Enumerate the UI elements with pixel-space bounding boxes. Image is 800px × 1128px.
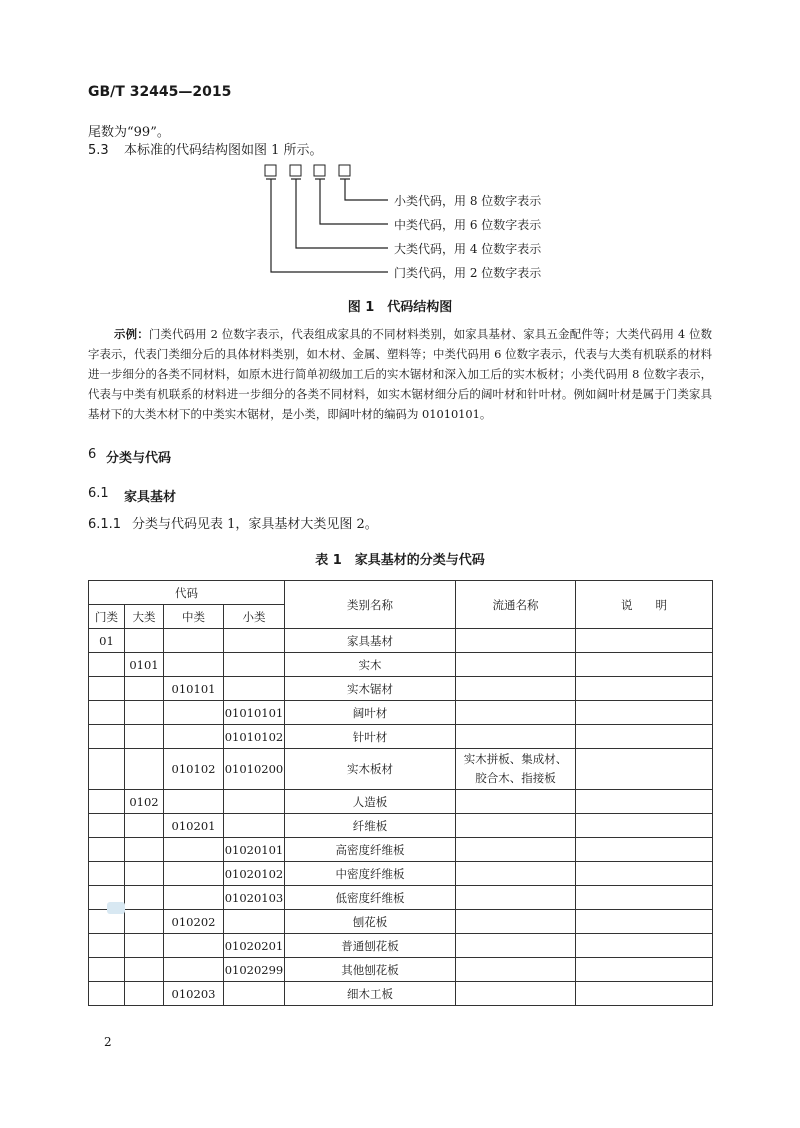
cell-men (89, 838, 125, 862)
label-da-code: 大类代码，用 4 位数字表示 (394, 242, 542, 256)
cell-da (125, 814, 164, 838)
header-circulation-name: 流通名称 (456, 581, 576, 629)
code-box-1 (265, 165, 276, 176)
cell-note (576, 725, 713, 749)
label-men-code: 门类代码，用 2 位数字表示 (394, 266, 542, 280)
cell-circ (456, 886, 576, 910)
cell-men (89, 814, 125, 838)
cell-zhong: 010202 (164, 910, 224, 934)
cell-xiao: 01020102 (224, 862, 285, 886)
example-text: 门类代码用 2 位数字表示，代表组成家具的不同材料类别，如家具基材、家具五金配件等；大类代码用 4 位数字表示，代表门类细分后的具体材料类别，如木材、金属、塑料等；中类代码用 6 位数字表示，代表与大类有机联系的材料进一步细分的各类不同材料，如原木进行简单初级加工后的实木锯材和深入加工后的实木板材；小类代码用 8 位数字表示，代表与中类有机联系的材料进一步细分的各类不同材料，如实木锯材细分后的阔叶材和针叶材。例如阔叶材是属于门类家具基材下的大类木材下的中类实木锯材，是小类，即阔叶材的编码为 01010101。 (88, 327, 712, 421)
cell-name: 普通刨花板 (285, 934, 456, 958)
cell-circ (456, 701, 576, 725)
table-row (89, 934, 713, 958)
table-row (89, 958, 713, 982)
cell-men (89, 958, 125, 982)
page-number: 2 (104, 1035, 112, 1049)
cell-da (125, 910, 164, 934)
section-6-1-number: 6.1 (88, 486, 109, 501)
cell-da (125, 982, 164, 1006)
cell-zhong (164, 701, 224, 725)
section-6-1-1-text: 分类与代码见表 1，家具基材大类见图 2。 (132, 517, 378, 532)
cell-note (576, 653, 713, 677)
table-row (89, 886, 713, 910)
cell-name: 实木板材 (285, 749, 456, 790)
cell-da (125, 701, 164, 725)
cell-note (576, 958, 713, 982)
cell-xiao (224, 790, 285, 814)
cell-da (125, 677, 164, 701)
cell-name: 其他刨花板 (285, 958, 456, 982)
code-box-4 (339, 165, 350, 176)
table-row (89, 862, 713, 886)
table-row (89, 653, 713, 677)
cell-name: 细木工板 (285, 982, 456, 1006)
table-row (89, 814, 713, 838)
cell-zhong (164, 790, 224, 814)
cell-zhong (164, 629, 224, 653)
cell-note (576, 749, 713, 790)
cell-da (125, 862, 164, 886)
connector-da (296, 179, 388, 248)
cell-xiao: 01020201 (224, 934, 285, 958)
code-box-2 (290, 165, 301, 176)
cell-da: 0101 (125, 653, 164, 677)
figure-caption: 图 1 代码结构图 (347, 300, 453, 315)
header-category-name: 类别名称 (285, 581, 456, 629)
cell-circ (456, 725, 576, 749)
cell-men (89, 701, 125, 725)
cell-note (576, 629, 713, 653)
cell-men (89, 862, 125, 886)
cell-xiao (224, 982, 285, 1006)
cell-note (576, 934, 713, 958)
circ-line-1: 实木拼板、集成材、 (463, 752, 568, 766)
cell-xiao (224, 653, 285, 677)
cell-circ (456, 629, 576, 653)
circ-line-2: 胶合木、指接板 (475, 771, 556, 785)
cell-da (125, 725, 164, 749)
cell-zhong (164, 958, 224, 982)
table-row (89, 629, 713, 653)
cell-men (89, 653, 125, 677)
section-6-title: 分类与代码 (106, 451, 172, 466)
cell-zhong (164, 862, 224, 886)
cell-da (125, 629, 164, 653)
cell-zhong (164, 838, 224, 862)
table-row (89, 982, 713, 1006)
scan-mark (107, 902, 125, 914)
header-note: 说 明 (576, 581, 713, 629)
cell-zhong: 010101 (164, 677, 224, 701)
section-6-1-1-number: 6.1.1 (88, 517, 122, 532)
cell-circ (456, 982, 576, 1006)
cell-zhong: 010201 (164, 814, 224, 838)
cell-circ (456, 653, 576, 677)
example-paragraph (88, 324, 712, 424)
code-box-3 (314, 165, 325, 176)
cell-zhong: 010102 (164, 749, 224, 790)
cell-note (576, 886, 713, 910)
header-men: 门类 (89, 605, 125, 629)
cell-xiao (224, 814, 285, 838)
section-6-1-title: 家具基材 (124, 490, 177, 505)
cell-circ (456, 814, 576, 838)
document-header-id: GB/T 32445—2015 (88, 84, 232, 100)
table-row (89, 725, 713, 749)
cell-note (576, 862, 713, 886)
cell-men (89, 677, 125, 701)
cell-xiao (224, 677, 285, 701)
cell-zhong (164, 934, 224, 958)
label-zhong-code: 中类代码，用 6 位数字表示 (394, 218, 542, 232)
cell-xiao: 01020101 (224, 838, 285, 862)
cell-circ (456, 934, 576, 958)
cell-note (576, 910, 713, 934)
cell-note (576, 814, 713, 838)
cell-name: 低密度纤维板 (285, 886, 456, 910)
cell-name: 阔叶材 (285, 701, 456, 725)
cell-note (576, 701, 713, 725)
cell-men (89, 934, 125, 958)
cell-name: 高密度纤维板 (285, 838, 456, 862)
table-row (89, 701, 713, 725)
cell-xiao (224, 910, 285, 934)
cell-xiao (224, 629, 285, 653)
cell-da (125, 958, 164, 982)
table-row (89, 910, 713, 934)
cell-zhong (164, 886, 224, 910)
cell-men (89, 982, 125, 1006)
cell-men: 01 (89, 629, 125, 653)
cell-circ (456, 677, 576, 701)
cell-zhong: 010203 (164, 982, 224, 1006)
table-row (89, 790, 713, 814)
continuation-line: 尾数为“99”。 (88, 125, 170, 140)
connector-zhong (320, 179, 388, 224)
cell-note (576, 838, 713, 862)
header-da: 大类 (125, 605, 164, 629)
cell-da (125, 838, 164, 862)
connector-xiao (345, 179, 388, 200)
cell-da (125, 749, 164, 790)
cell-men (89, 725, 125, 749)
classification-table (88, 580, 713, 1006)
code-structure-diagram (262, 160, 390, 282)
cell-name: 实木 (285, 653, 456, 677)
cell-circ (456, 749, 576, 790)
header-code: 代码 (89, 581, 285, 605)
cell-xiao: 01020299 (224, 958, 285, 982)
cell-da: 0102 (125, 790, 164, 814)
cell-name: 纤维板 (285, 814, 456, 838)
connector-men (271, 179, 388, 272)
cell-da (125, 886, 164, 910)
section-6-number: 6 (88, 447, 97, 462)
section-5-3-text: 本标准的代码结构图如图 1 所示。 (124, 143, 323, 158)
example-label: 示例： (114, 327, 149, 341)
cell-circ (456, 838, 576, 862)
cell-name: 家具基材 (285, 629, 456, 653)
header-xiao: 小类 (224, 605, 285, 629)
table-row (89, 749, 713, 790)
cell-men (89, 749, 125, 790)
cell-xiao: 01010101 (224, 701, 285, 725)
label-xiao-code: 小类代码，用 8 位数字表示 (394, 194, 542, 208)
cell-men (89, 790, 125, 814)
table-row (89, 677, 713, 701)
header-zhong: 中类 (164, 605, 224, 629)
cell-xiao: 01010102 (224, 725, 285, 749)
cell-zhong (164, 725, 224, 749)
cell-name: 刨花板 (285, 910, 456, 934)
cell-circ (456, 862, 576, 886)
cell-da (125, 934, 164, 958)
cell-xiao: 01020103 (224, 886, 285, 910)
cell-name: 实木锯材 (285, 677, 456, 701)
section-5-3-number: 5.3 (88, 143, 109, 158)
cell-circ (456, 958, 576, 982)
cell-name: 针叶材 (285, 725, 456, 749)
cell-note (576, 677, 713, 701)
cell-name: 中密度纤维板 (285, 862, 456, 886)
cell-note (576, 790, 713, 814)
cell-xiao: 01010200 (224, 749, 285, 790)
table-row (89, 838, 713, 862)
table-caption: 表 1 家具基材的分类与代码 (315, 553, 485, 568)
cell-note (576, 982, 713, 1006)
table-header-row-1 (89, 581, 713, 605)
cell-zhong (164, 653, 224, 677)
cell-circ (456, 910, 576, 934)
cell-circ (456, 790, 576, 814)
cell-name: 人造板 (285, 790, 456, 814)
